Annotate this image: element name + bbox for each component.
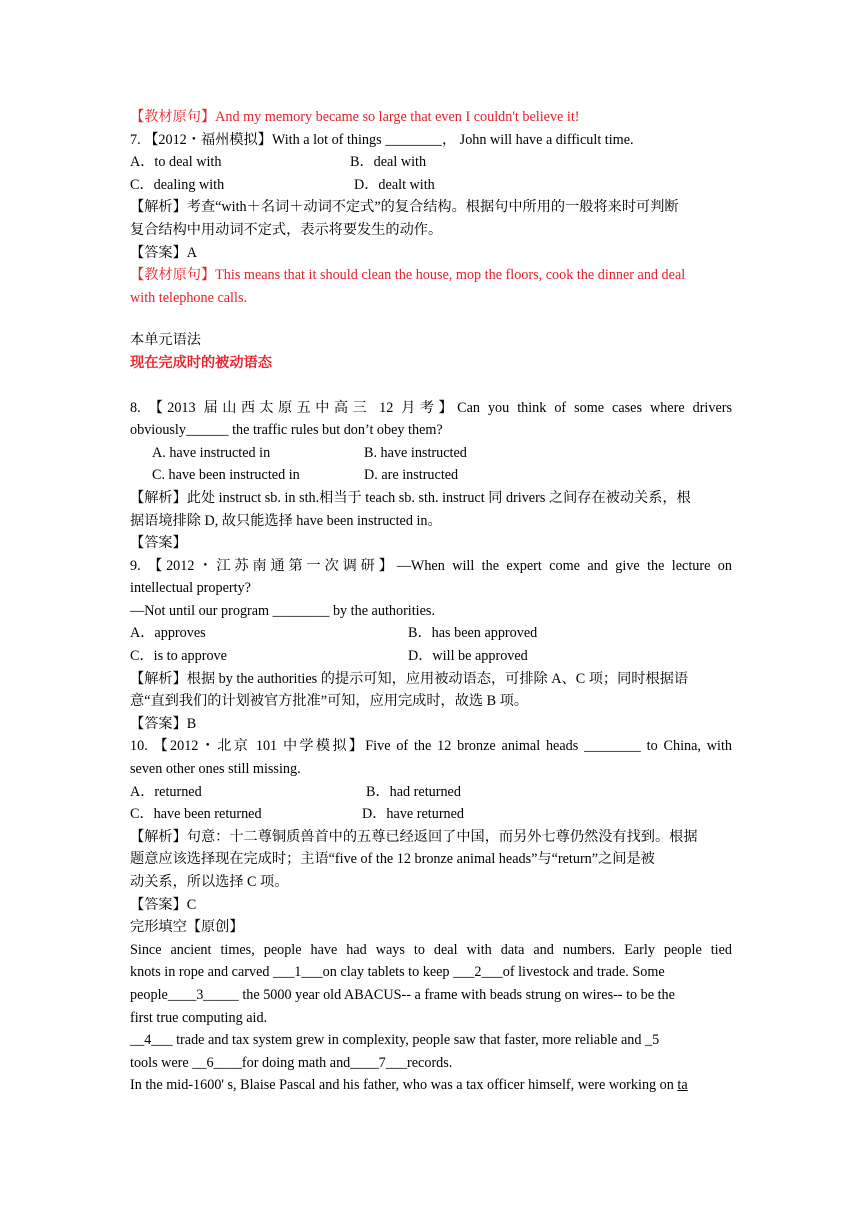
q10-option-d: D．have returned <box>362 806 465 823</box>
q7-analysis-2: 复合结构中用动词不定式，表示将要发生的动作。 <box>130 221 443 238</box>
q9-options-cd <box>130 645 732 668</box>
q8-option-c: C. have been instructed in <box>152 467 300 484</box>
question-8-line-1: 8. 【2013 届山西太原五中高三 12 月考】Can you think of some cases where drivers <box>130 399 732 416</box>
q7-option-a: A．to deal with <box>130 154 222 171</box>
q7-answer: 【答案】A <box>130 244 197 261</box>
q7-option-c: C．dealing with <box>130 176 225 193</box>
q10-option-b: B．had returned <box>366 783 461 800</box>
q9-option-c: C．is to approve <box>130 648 227 665</box>
q9-analysis-2: 意“直到我们的计划被官方批准”可知，应用完成时，故选 B 项。 <box>130 693 529 710</box>
q8-option-d: D. are instructed <box>364 467 459 484</box>
q10-option-c: C．have been returned <box>130 806 262 823</box>
q8-options-cd <box>130 464 732 487</box>
q8-analysis-2: 据语境排除 D, 故只能选择 have been instructed in。 <box>130 512 442 529</box>
q10-options-ab <box>130 781 732 804</box>
q9-option-a: A．approves <box>130 625 206 642</box>
question-10-line-2: seven other ones still missing. <box>130 761 301 778</box>
q8-options-ab <box>130 442 732 465</box>
cloze-para1-line2: knots in rope and carved ___1___on clay tablets to keep ___2___of livestock and trade. Some <box>130 964 665 981</box>
textbook-sentence-2-cont: with telephone calls. <box>130 289 248 306</box>
cloze-para3-line1: In the mid-1600' s, Blaise Pascal and his father, who was a tax officer himself, were working on ta <box>130 1077 688 1094</box>
cloze-blank-3: ____3_____ <box>167 986 239 1003</box>
question-9-line-2: intellectual property? <box>130 580 251 597</box>
q9-options-ab <box>130 622 732 645</box>
unit-grammar-heading: 本单元语法 <box>130 332 201 349</box>
q7-options-ab <box>130 151 732 174</box>
q7-analysis-1: 【解析】考查“with＋名词＋动词不定式”的复合结构。根据句中所用的一般将来时可判断 <box>130 199 679 216</box>
q9-answer: 【答案】B <box>130 715 197 732</box>
q8-option-a: A. have instructed in <box>152 444 271 461</box>
cloze-para2-line1: __4___ trade and tax system grew in complexity, people saw that faster, more reliable and _5 <box>130 1032 660 1049</box>
cloze-blank-1: ___1___ <box>273 964 323 981</box>
q10-analysis-2: 题意应该选择现在完成时；主语“five of the 12 bronze animal heads”与“return”之间是被 <box>130 851 655 868</box>
cloze-blank-6: __6____ <box>192 1054 242 1071</box>
q7-option-b: B．deal with <box>350 154 427 171</box>
question-9-line-3: —Not until our program ________ by the authorities. <box>130 602 435 619</box>
textbook-sentence-2: 【教材原句】This means that it should clean the house, mop the floors, cook the dinner and deal <box>130 267 686 284</box>
cloze-para1-line4: first true computing aid. <box>130 1009 268 1026</box>
question-8-line-2: obviously______ the traffic rules but don’t obey them? <box>130 422 443 439</box>
q9-analysis-1: 【解析】根据 by the authorities 的提示可知，应用被动语态，可排除 A、C 项；同时根据语 <box>130 670 689 687</box>
question-9-line-1: 9. 【2012・江苏南通第一次调研】—When will the expert come and give the lecture on <box>130 557 732 574</box>
q9-option-b: B．has been approved <box>408 625 538 642</box>
q10-option-a: A．returned <box>130 783 202 800</box>
q10-analysis-3: 动关系，所以选择 C 项。 <box>130 874 289 890</box>
question-7: 7. 【2012・福州模拟】With a lot of things ________， John will have a difficult time. <box>130 131 634 148</box>
q7-options-cd <box>130 174 732 197</box>
q10-analysis-1: 【解析】句意：十二尊铜质兽首中的五尊已经返回了中国，而另外七尊仍然没有找到。根据 <box>130 828 698 845</box>
cloze-para1-line3: people____3_____ the 5000 year old ABACUS-- a frame with beads strung on wires-- to be the <box>130 986 675 1003</box>
cloze-blank-4: __4___ <box>130 1032 173 1049</box>
document-page <box>130 106 732 1097</box>
cloze-para1-line1: Since ancient times, people have had ways to deal with data and numbers. Early people tied <box>130 941 732 958</box>
cloze-blank-2: ___2___ <box>453 964 503 981</box>
q8-option-b: B. have instructed <box>364 444 467 461</box>
q10-options-cd <box>130 803 732 826</box>
cloze-blank-7: ____7___ <box>350 1054 408 1071</box>
cloze-blank-5: _5 <box>645 1032 660 1049</box>
question-10-line-1: 10. 【2012・北京 101 中学模拟】Five of the 12 bronze animal heads ________ to China, with <box>130 738 732 755</box>
textbook-sentence-1: 【教材原句】And my memory became so large that even I couldn't believe it! <box>130 109 580 125</box>
q9-option-d: D．will be approved <box>408 648 528 665</box>
q8-analysis-1: 【解析】此处 instruct sb. in sth.相当于 teach sb. sth. instruct 同 drivers 之间存在被动关系，根 <box>130 489 691 506</box>
q8-answer: 【答案】 <box>130 535 187 552</box>
cloze-para2-line2: tools were __6____for doing math and____7___records. <box>130 1054 453 1071</box>
q10-answer: 【答案】C <box>130 896 197 913</box>
cloze-heading: 完形填空【原创】 <box>130 919 244 936</box>
grammar-topic-title: 现在完成时的被动语态 <box>130 354 272 371</box>
q7-option-d: D．dealt with <box>354 176 435 193</box>
